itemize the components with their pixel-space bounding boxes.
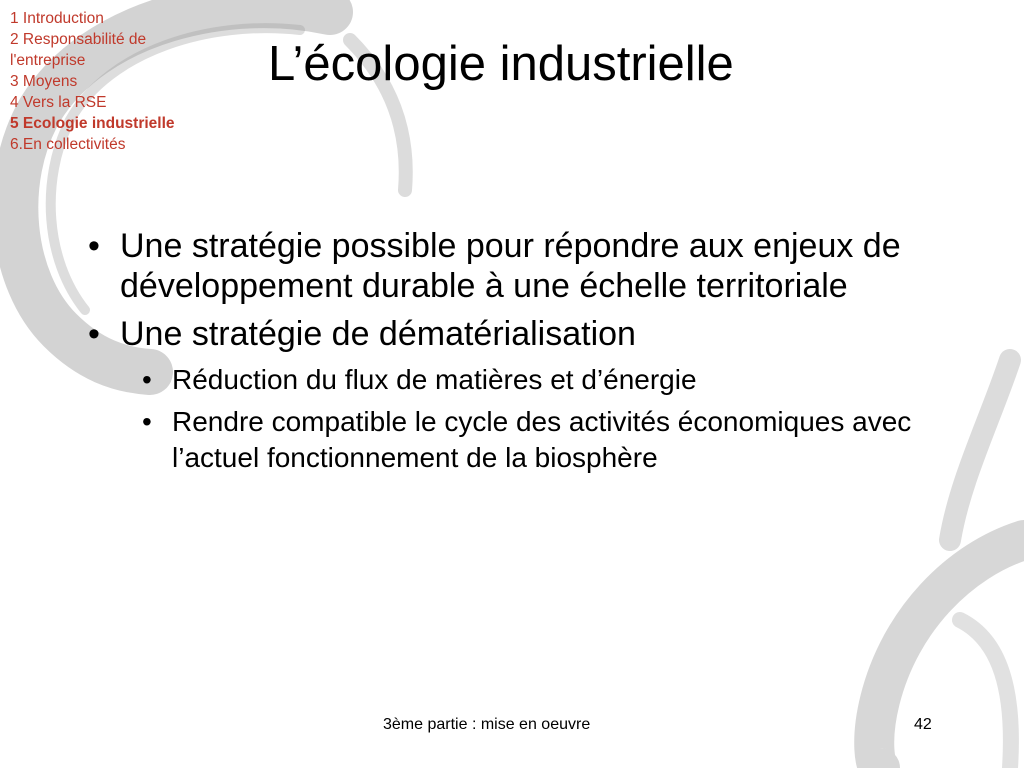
sub-bullet-item — [136, 404, 946, 476]
sub-bullet-text: Réduction du flux de matières et d’énergie — [172, 364, 697, 395]
bullet-text: Une stratégie de dématérialisation — [120, 315, 636, 353]
slide-title: L’écologie industrielle — [268, 37, 734, 91]
sub-bullet-text: Rendre compatible le cycle des activités économiques avec l’actuel fonctionnement de la biosphère — [172, 406, 912, 473]
nav-item-responsabilite-line1[interactable]: 2 Responsabilité de — [10, 31, 147, 48]
bullet-dot-icon: • — [88, 227, 100, 265]
nav-item-moyens[interactable]: 3 Moyens — [10, 73, 78, 90]
nav-item-responsabilite-line2[interactable]: l'entreprise — [10, 52, 86, 69]
bullet-item — [86, 314, 946, 354]
footer-text: 3ème partie : mise en oeuvre — [383, 716, 591, 733]
nav-item-collectivites[interactable]: 6.En collectivités — [10, 136, 126, 153]
nav-item-ecologie-industrielle-active[interactable]: 5 Ecologie industrielle — [10, 115, 175, 132]
nav-item-vers-la-rse[interactable]: 4 Vers la RSE — [10, 94, 107, 111]
bullet-dot-icon: • — [88, 315, 100, 353]
bullet-text: Une stratégie possible pour répondre aux enjeux de développement durable à une échelle territoriale — [120, 227, 901, 305]
slide-body — [86, 226, 946, 482]
sub-bullet-item — [136, 362, 946, 398]
nav-item-introduction[interactable]: 1 Introduction — [10, 10, 104, 27]
sub-bullet-list — [86, 362, 946, 476]
bullet-item — [86, 226, 946, 306]
section-navigation — [10, 8, 240, 155]
page-number: 42 — [914, 716, 932, 733]
bullet-dot-icon: • — [142, 406, 152, 437]
bullet-dot-icon: • — [142, 364, 152, 395]
